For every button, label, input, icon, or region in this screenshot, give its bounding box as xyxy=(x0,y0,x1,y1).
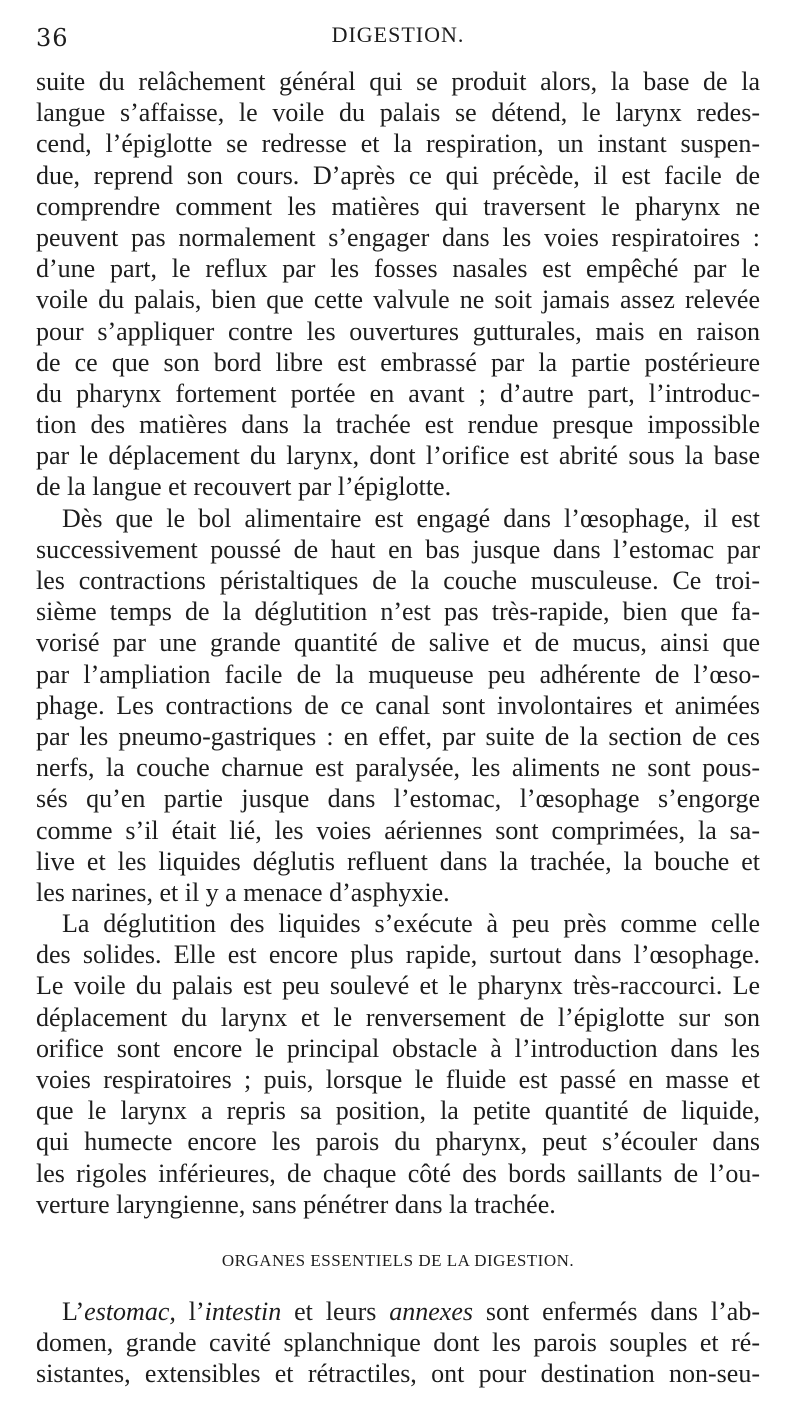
text-line: orifice sont encore le principal obstacle à l’introduction dans les xyxy=(36,1033,760,1063)
running-head: DIGESTION. xyxy=(331,22,465,47)
text-line: Dès que le bol alimentaire est engagé dans l’œsophage, il est xyxy=(62,503,760,533)
text-line: de la langue et recouvert par l’épiglotte. xyxy=(36,472,452,502)
text-line: déplacement du larynx et le renversement de l’épiglotte sur son xyxy=(36,1002,760,1032)
italic-term-annexes: annexes xyxy=(389,1296,473,1326)
section-heading: ORGANES ESSENTIELS DE LA DIGESTION. xyxy=(221,1250,575,1270)
text-line: peuvent pas normalement s’engager dans les voies respiratoires : xyxy=(36,222,760,252)
text-line: sistantes, extensibles et rétractiles, ont pour destination non-seu- xyxy=(36,1359,760,1389)
text-line: langue s’affaisse, le voile du palais se détend, le larynx redes- xyxy=(36,98,760,128)
text-line: des solides. Elle est encore plus rapide, surtout dans l’œsophage. xyxy=(36,940,760,970)
text-line: par l’ampliation facile de la muqueuse peu adhérente de l’œso- xyxy=(36,659,760,689)
text-line: cend, l’épiglotte se redresse et la respiration, un instant suspen- xyxy=(36,129,760,159)
text-line: les contractions péristaltiques de la couche musculeuse. Ce troi- xyxy=(36,566,760,595)
text-line: verture laryngienne, sans pénétrer dans la trachée. xyxy=(36,1189,556,1219)
text-run: et leurs xyxy=(281,1296,390,1326)
italic-term-estomac: estomac, xyxy=(84,1296,176,1326)
text-line: suite du relâchement général qui se produit alors, la base de la xyxy=(36,67,760,96)
text-line: Le voile du palais est peu soulevé et le pharynx très-raccourci. Le xyxy=(36,971,760,1001)
text-line: que le larynx a repris sa position, la petite quantité de liquide, xyxy=(36,1096,760,1126)
text-line: sés qu’en partie jusque dans l’estomac, l’œsophage s’engorge xyxy=(36,784,760,814)
body-text xyxy=(36,66,760,1390)
text-line-with-italics xyxy=(36,1296,760,1327)
text-run: L’ xyxy=(62,1296,85,1326)
text-line: due, reprend son cours. D’après ce qui précède, il est facile de xyxy=(36,160,760,190)
text-run: sont enfermés dans l’ab- xyxy=(473,1296,760,1326)
paragraph-3 xyxy=(36,908,760,1220)
text-line: pour s’appliquer contre les ouvertures gutturales, mais en raison xyxy=(36,316,760,346)
text-line: les narines, et il y a menace d’asphyxie. xyxy=(36,877,450,907)
text-line: live et les liquides déglutis refluent dans la trachée, la bouche et xyxy=(36,846,760,876)
text-line: phage. Les contractions de ce canal sont involontaires et animées xyxy=(36,690,760,720)
page-number: 36 xyxy=(36,24,69,52)
text-line: de ce que son bord libre est embrassé par la partie postérieure xyxy=(36,347,760,377)
text-line: domen, grande cavité splanchnique dont les parois souples et ré- xyxy=(36,1328,760,1358)
text-line: voile du palais, bien que cette valvule ne soit jamais assez relevée xyxy=(36,285,760,315)
text-line: qui humecte encore les parois du pharynx, peut s’écouler dans xyxy=(36,1127,760,1157)
paragraph-1 xyxy=(36,66,760,503)
text-line: sième temps de la déglutition n’est pas très-rapide, bien que fa- xyxy=(36,597,760,627)
text-line: du pharynx fortement portée en avant ; d’autre part, l’introduc- xyxy=(36,378,760,408)
text-run: l’ xyxy=(175,1296,205,1326)
text-line: comprendre comment les matières qui traversent le pharynx ne xyxy=(36,191,760,221)
text-line: d’une part, le reflux par les fosses nasales est empêché par le xyxy=(36,254,760,284)
text-line: les rigoles inférieures, de chaque côté des bords saillants de l’ou- xyxy=(36,1158,760,1188)
text-line: successivement poussé de haut en bas jusque dans l’estomac par xyxy=(36,534,760,564)
paragraph-4 xyxy=(36,1296,760,1390)
text-line: nerfs, la couche charnue est paralysée, les aliments ne sont pous- xyxy=(36,753,760,783)
text-line: voies respiratoires ; puis, lorsque le fluide est passé en masse et xyxy=(36,1065,760,1094)
text-line: par le déplacement du larynx, dont l’orifice est abrité sous la base xyxy=(36,441,760,471)
text-line: vorisé par une grande quantité de salive et de mucus, ainsi que xyxy=(36,628,760,658)
text-line: comme s’il était lié, les voies aériennes sont comprimées, la sa- xyxy=(36,815,760,845)
italic-term-intestin: intestin xyxy=(204,1296,282,1326)
page-header xyxy=(36,0,760,66)
text-line: La déglutition des liquides s’exécute à peu près comme celle xyxy=(62,909,760,939)
text-line: par les pneumo-gastriques : en effet, par suite de la section de ces xyxy=(36,721,760,751)
paragraph-2 xyxy=(36,503,760,908)
text-line: tion des matières dans la trachée est rendue presque impossible xyxy=(36,410,760,440)
